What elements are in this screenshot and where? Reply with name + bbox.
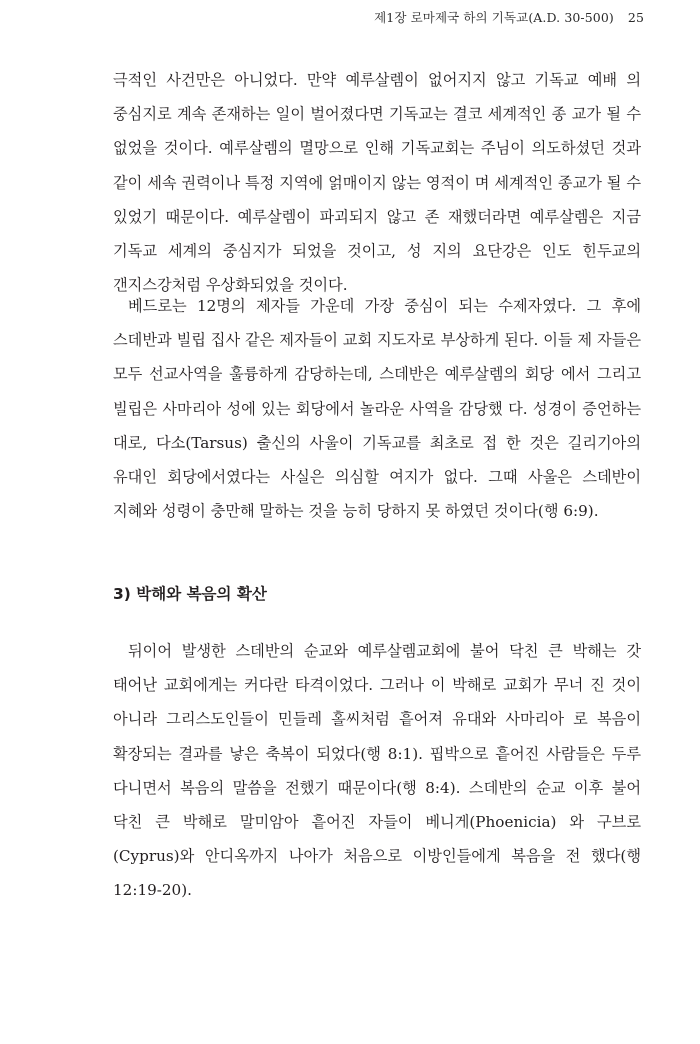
paragraph-line: 베드로는 12명의 제자들 가운데 가장 중심이 되는 수제자였다. 그 후에 <box>128 297 641 315</box>
paragraph-line: 재했더라면 예루살렘은 지금 기독교 세계의 중심지가 되었을 것이고, 성 <box>113 207 642 261</box>
running-header <box>374 8 644 26</box>
page-body <box>113 63 642 900</box>
paragraph-3 <box>113 634 641 908</box>
paragraph-line: 자들은 모두 선교사역을 훌륭하게 감당하는데, 스데반은 예루살렘의 회당 <box>113 331 641 384</box>
paragraph-line: 했다(행 12:19-20). <box>113 847 642 900</box>
paragraph-line: 지의 요단강은 인도 힌두교의 갠지스강처럼 우상화되었을 것이다. <box>113 242 641 295</box>
paragraph-line: 뒤이어 발생한 스데반의 순교와 예루살렘교회에 불어 닥친 큰 박해는 <box>128 642 617 660</box>
paragraph-line: 그때 사울은 스데반이 지혜와 성령이 충만해 말하는 것을 능히 당하지 못 <box>113 468 642 521</box>
page-number: 25 <box>627 10 644 25</box>
paragraph-line: 사람들은 두루 다니면서 복음의 말씀을 전했기 때문이다(행 8:4). 스데반의 <box>113 744 642 797</box>
paragraph-line: 로 복음이 확장되는 결과를 낳은 축복이 되었다(행 8:1). 핍박으로 흩어진 <box>113 710 642 763</box>
paragraph-line: 의도하셨던 것과 같이 세속 권력이나 특정 지역에 얽매이지 않는 영적이 <box>113 139 642 192</box>
paragraph-line: 갓 태어난 교회에게는 커다란 타격이었다. 그러나 이 박해로 교회가 무너 <box>113 642 641 695</box>
paragraph-line: 의 중심지로 계속 존재하는 일이 벌어졌다면 기독교는 결코 세계적인 종 <box>113 71 641 124</box>
paragraph-2 <box>113 289 641 528</box>
paragraph-line: 에서 그리고 빌립은 사마리아 성에 있는 회당에서 놀라운 사역을 감당했 <box>113 365 642 418</box>
paragraph-line: 다. 성경이 증언하는 대로, 다소(Tarsus) 출신의 사울이 기독교를 최초로 접 <box>113 399 641 452</box>
section-heading: 3) 박해와 복음의 확산 <box>113 585 267 603</box>
paragraph-line: 와 구브로(Cyprus)와 안디옥까지 나아가 처음으로 이방인들에게 복음을 전 <box>113 813 642 866</box>
paragraph-3-text <box>113 634 641 908</box>
paragraph-line: 한 것은 길리기아의 유대인 회당에서였다는 사실은 의심할 여지가 없다. <box>113 433 642 487</box>
paragraph-1 <box>113 63 641 302</box>
paragraph-line: 진 것이 아니라 그리스도인들이 민들레 홀씨처럼 흩어져 유대와 사마리아 <box>113 676 642 729</box>
paragraph-line: 순교 이후 불어 닥친 큰 박해로 말미암아 흩어진 자들이 베니게(Phoenicia) <box>113 778 641 832</box>
running-title: 제1장 로마제국 하의 기독교(A.D. 30-500) <box>374 10 614 25</box>
paragraph-line: 스데반과 빌립 집사 같은 제자들이 교회 지도자로 부상하게 된다. 이들 제 <box>113 331 593 350</box>
paragraph-line: 교가 될 수 없었을 것이다. 예루살렘의 멸망으로 인해 기독교회는 주님이 <box>113 105 642 158</box>
paragraph-line: 하였던 것이다(행 6:9). <box>445 502 599 521</box>
paragraph-line: 며 세계적인 종교가 될 수 있었기 때문이다. 예루살렘이 파괴되지 않고 존 <box>113 173 642 226</box>
paragraph-line: 극적인 사건만은 아니었다. 만약 예루살렘이 없어지지 않고 기독교 예배 <box>113 71 618 89</box>
paragraph-2-text <box>113 289 641 528</box>
paragraph-1-text <box>113 63 641 302</box>
